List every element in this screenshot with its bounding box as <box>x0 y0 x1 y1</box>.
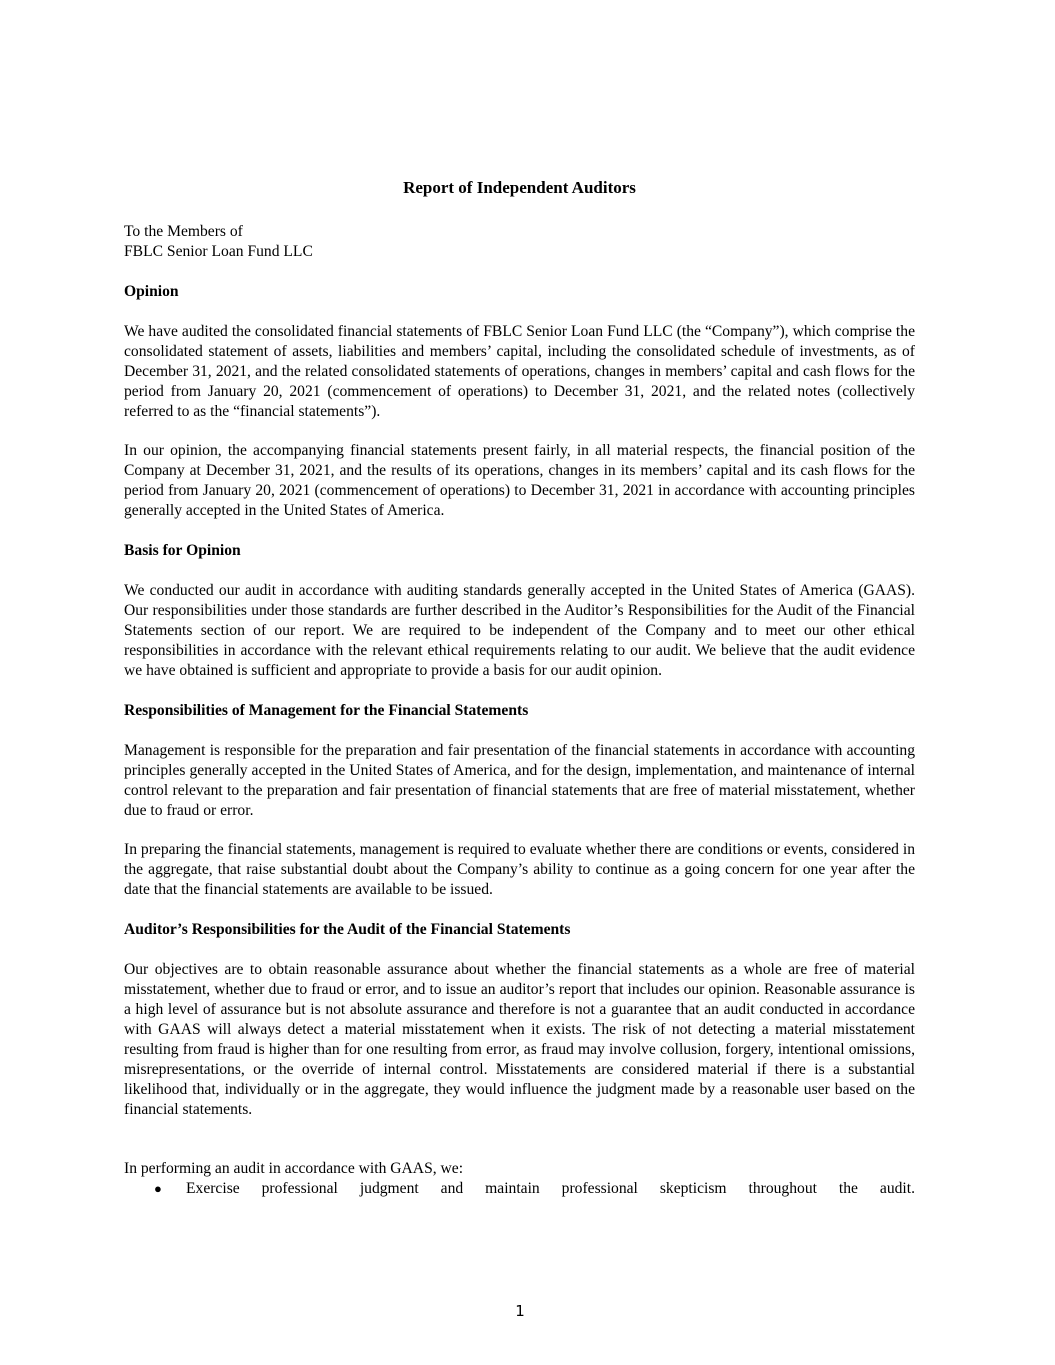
page-number: 1 <box>515 1302 525 1320</box>
basis-paragraph-1: We conducted our audit in accordance with auditing standards generally accepted in the United States of America (GAAS). Our responsibilities under those standards are further described in the Auditor’s Responsibilities for the Audit of the Financial Statements section of our report. We are required to be independent of the Company and to meet our other ethical responsibilities in accordance with the relevant ethical requirements relating to our audit. We believe that the audit evidence we have obtained is sufficient and appropriate to provide a basis for our audit opinion. <box>124 582 915 679</box>
report-title: Report of Independent Auditors <box>403 178 636 197</box>
basis-heading: Basis for Opinion <box>124 542 241 559</box>
list-item <box>124 1179 915 1199</box>
auditor-paragraph-2: In performing an audit in accordance with GAAS, we: <box>124 1160 464 1177</box>
management-paragraph-2: In preparing the financial statements, management is required to evaluate whether there are conditions or events, considered in the aggregate, that raise substantial doubt about the Company’s ability to continue as a going concern for one year after the date that the financial statements are available to be issued. <box>124 841 915 898</box>
addressee-block <box>124 222 915 262</box>
opinion-paragraph-2: In our opinion, the accompanying financial statements present fairly, in all material respects, the financial position of the Company at December 31, 2021, and the results of its operations, changes in its members’ capital and its cash flows for the period from January 20, 2021 (commencement of operations) to December 31, 2021 in accordance with accounting principles generally accepted in the United States of America. <box>124 442 915 519</box>
bullet-icon: ● <box>154 1181 162 1196</box>
report-page <box>124 176 915 1199</box>
opinion-paragraph-1: We have audited the consolidated financial statements of FBLC Senior Loan Fund LLC (the “Company”), which comprise the consolidated statement of assets, liabilities and members’ capital, including the consolidated schedule of investments, as of December 31, 2021, and the related consolidated statements of operations, changes in members’ capital and cash flows for the period from January 20, 2021 (commencement of operations) to December 31, 2021, and the related notes (collectively referred to as the “financial statements”). <box>124 323 915 420</box>
opinion-heading: Opinion <box>124 283 179 300</box>
auditor-paragraph-1: Our objectives are to obtain reasonable assurance about whether the financial statements as a whole are free of material misstatement, whether due to fraud or error, and to issue an auditor’s report that includes our opinion. Reasonable assurance is a high level of assurance but is not absolute assurance and therefore is not a guarantee that an audit conducted in accordance with GAAS will always detect a material misstatement when it exists. The risk of not detecting a material misstatement resulting from fraud is higher than for one resulting from error, as fraud may involve collusion, forgery, intentional omissions, misrepresentations, or the override of internal control. Misstatements are considered material if there is a substantial likelihood that, individually or in the aggregate, they would influence the judgment made by a reasonable user based on the financial statements. <box>124 961 915 1118</box>
list-item-text: Exercise professional judgment and maintain professional skepticism throughout the audit. <box>186 1180 915 1197</box>
addressee-line-2: FBLC Senior Loan Fund LLC <box>124 243 313 260</box>
addressee-line-1: To the Members of <box>124 223 243 240</box>
management-heading: Responsibilities of Management for the Financial Statements <box>124 702 529 719</box>
auditor-heading: Auditor’s Responsibilities for the Audit of the Financial Statements <box>124 921 571 938</box>
management-paragraph-1: Management is responsible for the preparation and fair presentation of the financial statements in accordance with accounting principles generally accepted in the United States of America, and for the design, implementation, and maintenance of internal control relevant to the preparation and fair presentation of financial statements that are free of material misstatement, whether due to fraud or error. <box>124 742 915 819</box>
procedures-list <box>124 1179 915 1199</box>
